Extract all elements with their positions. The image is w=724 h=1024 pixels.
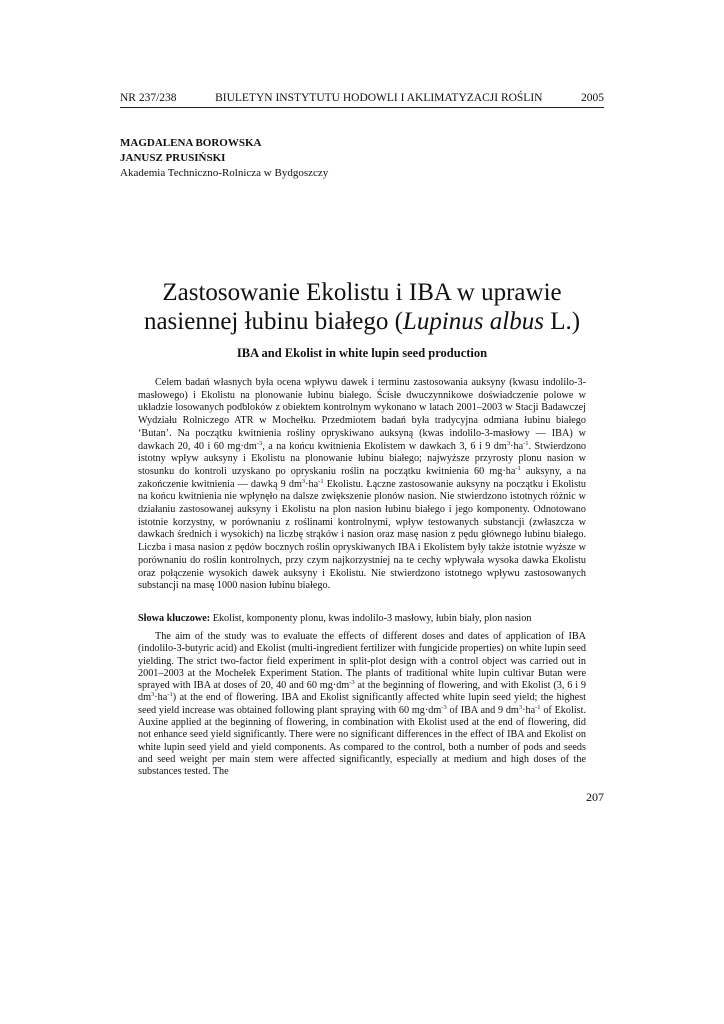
abstract-text: Celem badań własnych była ocena wpływu dawek i terminu zastosowania auksyny (kwasu indolilo-3-masłowego) i Ekolistu na plonowanie łubinu białego. Ścisłe dwuczynnikowe doświadczenie polowe w układzie losowanych podbloków z obiektem kontrolnym wykonano w latach 2001–2003 w Stacji Badawczej Wydziału Rolniczego ATR w Mochełku. Przedmiotem badań była tradycyjna odmiana łubinu białego ‘Butan’. Na początku kwitnienia rośliny opryskiwano auksyną (kwas indolilo-3-masłowy — IBA) w dawkach 20, 40 i 60 mg·dm bbox=[138, 377, 586, 452]
superscript: -1 bbox=[535, 703, 541, 711]
superscript: -1 bbox=[515, 464, 521, 472]
keywords-text: Ekolist, komponenty plonu, kwas indolilo-3 masłowy, łubin biały, plon nasion bbox=[210, 613, 532, 624]
paper-title bbox=[120, 278, 604, 336]
superscript: 3 bbox=[518, 703, 523, 711]
publication-year: 2005 bbox=[581, 92, 604, 104]
english-title: IBA and Ekolist in white lupin seed production bbox=[236, 346, 488, 360]
abstract-polish bbox=[138, 377, 586, 593]
abstract-paragraph bbox=[138, 377, 586, 593]
page-number: 207 bbox=[586, 790, 604, 804]
species-name: Lupinus albus bbox=[402, 308, 544, 335]
title-line-2 bbox=[120, 307, 604, 336]
keywords bbox=[138, 613, 586, 624]
superscript: -1 bbox=[318, 477, 324, 485]
abstract-text: , a na końcu kwitnienia Ekolistem w dawkach 3, 6 i 9 dm bbox=[262, 440, 507, 452]
superscript: 3 bbox=[301, 477, 306, 485]
author-name: MAGDALENA BOROWSKA bbox=[120, 137, 262, 149]
summary-english bbox=[138, 631, 586, 779]
summary-paragraph bbox=[138, 631, 586, 779]
title-line-1: Zastosowanie Ekolistu i IBA w uprawie bbox=[162, 279, 562, 306]
abstract-text: ·ha bbox=[305, 478, 319, 490]
title-text: nasiennej łubinu białego ( bbox=[143, 308, 403, 335]
author-affiliation: Akademia Techniczno-Rolnicza w Bydgoszczy bbox=[120, 167, 329, 179]
superscript: 3 bbox=[151, 691, 155, 699]
superscript: -1 bbox=[167, 691, 173, 699]
summary-text: ·ha bbox=[522, 704, 536, 716]
summary-text: of IBA and 9 dm bbox=[446, 704, 519, 716]
summary-text: of Ekolist. Auxine applied at the beginning of flowering, in combination with Ekolist used at the end of flowering, did not enhance seed yield significantly. There were no significant differences in the effect of IBA and Ekolist on white lupin seed yield and yield components. As compared to the control, both a number of pods and seeds and seed weight per main stem were affected significantly, especially at medium and high doses of the substances tested. The bbox=[138, 704, 586, 778]
journal-name: BIULETYN INSTYTUTU HODOWLI I AKLIMATYZACJI ROŚLIN bbox=[215, 92, 543, 104]
superscript: -1 bbox=[523, 439, 529, 447]
summary-text: The aim of the study was to evaluate the effects of different doses and dates of application of IBA (indolilo-3-butyric acid) and Ekolist (multi-ingredient fertilizer with fungicide properties) on white lupin seed yielding. The strict two-factor field experiment in split-plot design with a control object was carried out in 2001–2003 at the Mochełek Experiment Station. The plants of traditional white lupin cultivar Butan were sprayed with IBA at doses of 20, 40 and 60 mg·dm bbox=[138, 631, 586, 692]
summary-text: at the beginning of flowering, and with Ekolist (3, 6 i 9 dm bbox=[138, 680, 587, 704]
abstract-text: auksyny, a na zakończenie kwitnienia — dawką 9 dm bbox=[138, 465, 586, 490]
header-rule bbox=[120, 107, 604, 108]
abstract-text: . Stwierdzono istotny wpływ auksyny i Ekolistu na plonowanie łubinu białego; najwyższe przyrosty plonu nasion w stosunku do kontroli uzyskano po opryskaniu roślin na początku kwitnienia 60 mg·ha bbox=[138, 440, 587, 477]
abstract-text: ·ha bbox=[510, 440, 524, 452]
superscript: -3 bbox=[441, 703, 447, 711]
keywords-label: Słowa kluczowe: bbox=[138, 613, 211, 624]
superscript: 3 bbox=[506, 439, 511, 447]
author-block bbox=[120, 136, 328, 181]
summary-text: ) at the end of flowering. IBA and Ekolist significantly affected white lupin seed yield; the highest seed yield increase was obtained following plant spraying with 60 mg·dm bbox=[138, 692, 586, 716]
summary-text: ·ha bbox=[154, 692, 168, 704]
issue-number: NR 237/238 bbox=[120, 92, 177, 104]
author-name: JANUSZ PRUSIŃSKI bbox=[120, 152, 226, 164]
title-text: L.) bbox=[543, 308, 581, 335]
running-header bbox=[120, 92, 604, 104]
superscript: -3 bbox=[256, 439, 263, 447]
abstract-text: Ekolistu. Łączne zastosowanie auksyny na początku i Ekolistu na końcu kwitnienia nie wpłynęło na dalsze zwiększenie plonów nasion. Nie stwierdzono istotnych różnic w działaniu zastosowanej auksyny i Ekolistu na plon nasion łubinu białego i jego komponenty. Odnotowano istotnie korzystny, w porównaniu z roślinami kontrolnymi, wpływ testowanych substancji (zwłaszcza w dawkach średnich i wysokich) na liczbę strąków i nasion oraz masę nasion z pędu głównego łubinu białego. Liczba i masa nasion z pędów bocznych roślin opryskiwanych IBA i Ekolistem były także istotnie wyższe w porównaniu do roślin kontrolnych, przy czym najkorzystniej na te cechy wpływała wysoka dawka Ekolistu oraz połączenie wysokich dawek auksyny i Ekolistu. Nie stwierdzono istotnego wpływu zastosowanych substancji na masę 1000 nasion łubinu białego. bbox=[138, 478, 586, 592]
superscript: -3 bbox=[349, 679, 355, 687]
